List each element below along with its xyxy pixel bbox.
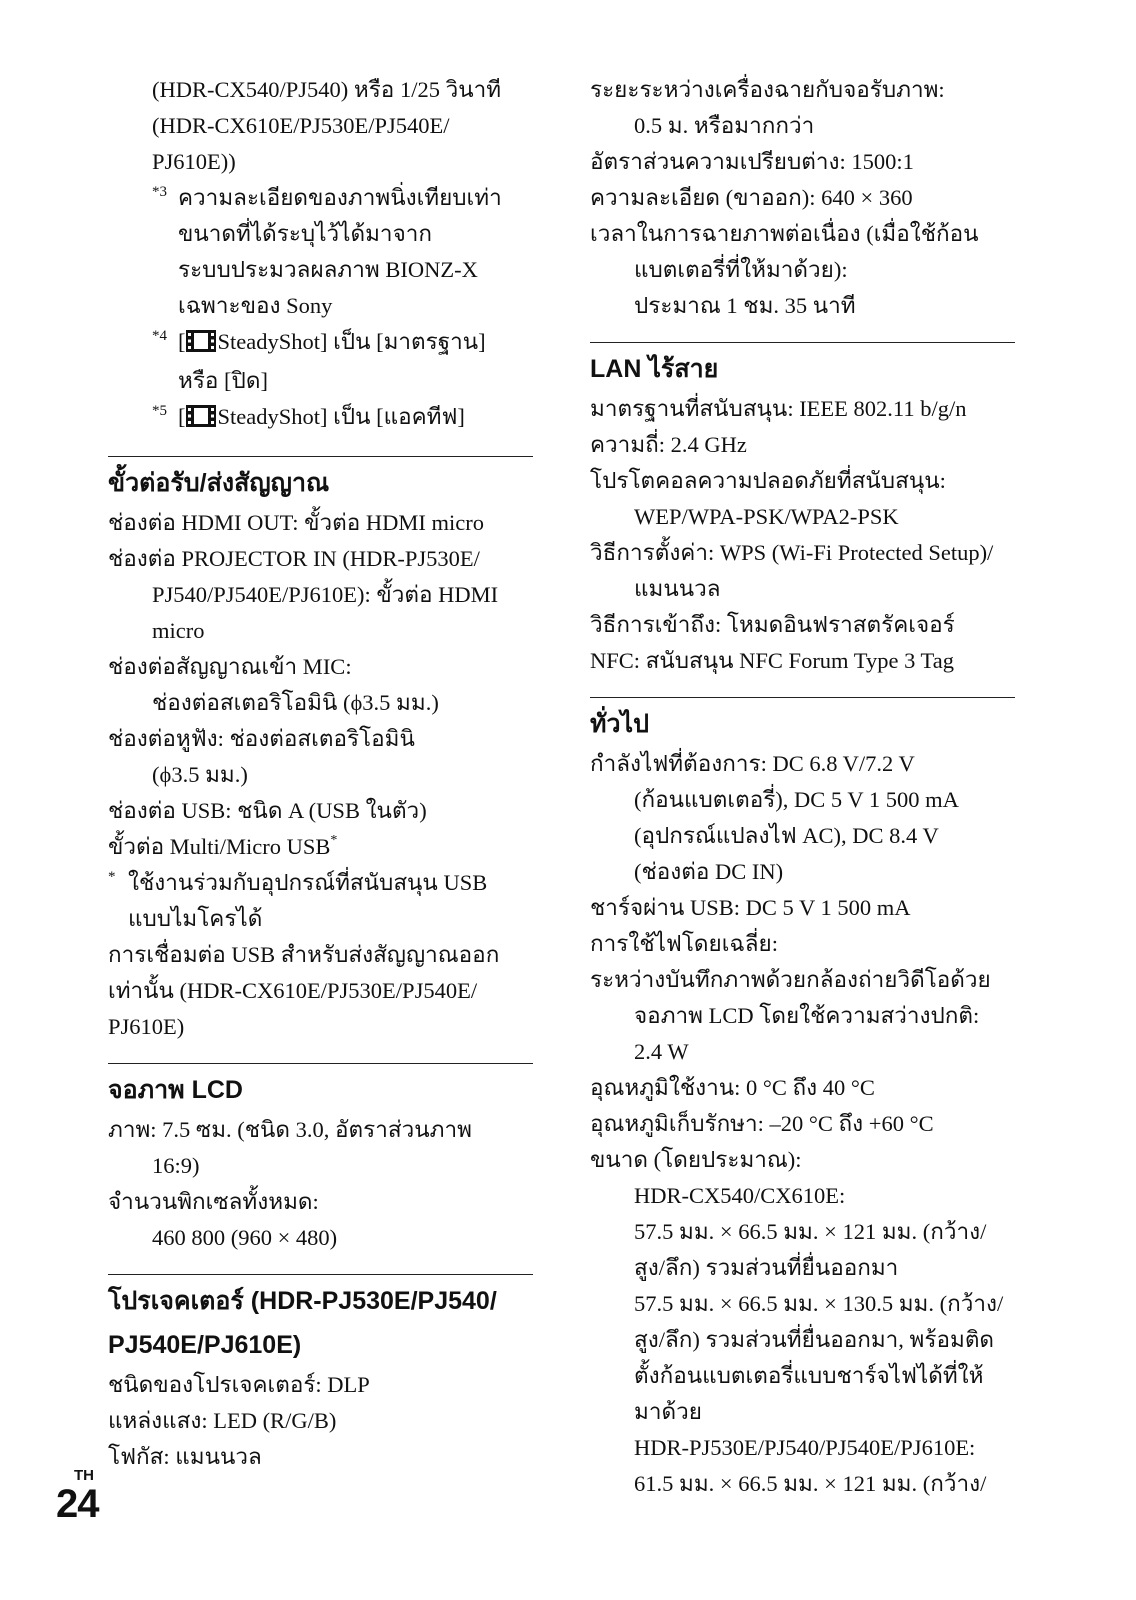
spec-line: ชาร์จผ่าน USB: DC 5 V 1 500 mA bbox=[590, 895, 911, 920]
spec-text: ขั้วต่อ Multi/Micro USB bbox=[108, 834, 331, 859]
spec-line: 2.4 W bbox=[634, 1039, 689, 1064]
spec-line: ช่องต่อสเตอริโอมินิ (ϕ3.5 มม.) bbox=[152, 690, 439, 715]
spec-line: กำลังไฟที่ต้องการ: DC 6.8 V/7.2 V bbox=[590, 751, 915, 776]
spec-line: อุณหภูมิเก็บรักษา: –20 °C ถึง +60 °C bbox=[590, 1111, 934, 1136]
spec-line: อัตราส่วนความเปรียบต่าง: 1500:1 bbox=[590, 149, 914, 174]
spec-line: เท่านั้น (HDR-CX610E/PJ530E/PJ540E/ bbox=[108, 978, 478, 1003]
spec-line: 57.5 มม. × 66.5 มม. × 130.5 มม. (กว้าง/ bbox=[634, 1291, 1004, 1316]
spec-line: ความถี่: 2.4 GHz bbox=[590, 432, 747, 457]
footnote-mark: * bbox=[330, 833, 338, 848]
spec-line: WEP/WPA-PSK/WPA2-PSK bbox=[634, 504, 899, 529]
spec-line: ช่องต่อหูฟัง: ช่องต่อสเตอริโอมินิ bbox=[108, 726, 415, 751]
footnote-text: หรือ [ปิด] bbox=[178, 368, 268, 393]
section-heading-projector-cont: PJ540E/PJ610E) bbox=[108, 1331, 302, 1359]
right-column bbox=[590, 72, 1015, 1502]
spec-line: 0.5 ม. หรือมากกว่า bbox=[634, 113, 815, 138]
spec-line: อุณหภูมิใช้งาน: 0 °C ถึง 40 °C bbox=[590, 1075, 875, 1100]
footnote-mark: *3 bbox=[152, 184, 167, 200]
spec-line: (HDR-CX540/PJ540) หรือ 1/25 วินาที bbox=[152, 77, 502, 102]
spec-line: 57.5 มม. × 66.5 มม. × 121 มม. (กว้าง/ bbox=[634, 1219, 987, 1244]
spec-line: สูง/ลึก) รวมส่วนที่ยื่นออกมา bbox=[634, 1255, 899, 1280]
spec-line: การเชื่อมต่อ USB สำหรับส่งสัญญาณออก bbox=[108, 942, 500, 967]
spec-line: (HDR-CX610E/PJ530E/PJ540E/ bbox=[152, 113, 450, 138]
spec-line: วิธีการตั้งค่า: WPS (Wi-Fi Protected Setup)/ bbox=[590, 540, 994, 565]
spec-line: แหล่งแสง: LED (R/G/B) bbox=[108, 1408, 337, 1433]
footnote-4 bbox=[108, 324, 533, 399]
footnote-usb bbox=[108, 865, 533, 901]
spec-line: โปรโตคอลความปลอดภัยที่สนับสนุน: bbox=[590, 468, 946, 493]
section-divider bbox=[108, 1274, 533, 1275]
spec-line: ประมาณ 1 ชม. 35 นาที bbox=[634, 293, 856, 318]
spec-line: ภาพ: 7.5 ซม. (ชนิด 3.0, อัตราส่วนภาพ bbox=[108, 1117, 472, 1142]
spec-line: 460 800 (960 × 480) bbox=[152, 1225, 338, 1250]
footnote-text: ใช้งานร่วมกับอุปกรณ์ที่สนับสนุน USB bbox=[128, 870, 488, 895]
left-column bbox=[108, 72, 533, 1475]
spec-line: ช่องต่อ PROJECTOR IN (HDR-PJ530E/ bbox=[108, 546, 480, 571]
spec-line: ช่องต่อสัญญาณเข้า MIC: bbox=[108, 654, 352, 679]
section-divider bbox=[590, 697, 1015, 698]
spec-line: ช่องต่อ HDMI OUT: ขั้วต่อ HDMI micro bbox=[108, 510, 485, 535]
spec-line: เวลาในการฉายภาพต่อเนื่อง (เมื่อใช้ก้อน bbox=[590, 221, 979, 246]
spec-line: 61.5 มม. × 66.5 มม. × 121 มม. (กว้าง/ bbox=[634, 1471, 987, 1496]
spec-line: (อุปกรณ์แปลงไฟ AC), DC 8.4 V bbox=[634, 823, 939, 848]
spec-line: แบตเตอรี่ที่ให้มาด้วย): bbox=[634, 257, 848, 282]
spec-line: จำนวนพิกเซลทั้งหมด: bbox=[108, 1189, 319, 1214]
spec-line: การใช้ไฟโดยเฉลี่ย: bbox=[590, 931, 778, 956]
footnote-mark: * bbox=[108, 869, 116, 885]
spec-line: (ϕ3.5 มม.) bbox=[152, 762, 248, 787]
spec-line: HDR-PJ530E/PJ540/PJ540E/PJ610E: bbox=[634, 1435, 976, 1460]
movie-film-icon bbox=[186, 327, 216, 363]
spec-line: มาตรฐานที่สนับสนุน: IEEE 802.11 b/g/n bbox=[590, 396, 967, 421]
spec-line: NFC: สนับสนุน NFC Forum Type 3 Tag bbox=[590, 648, 954, 673]
spec-line: (ก้อนแบตเตอรี่), DC 5 V 1 500 mA bbox=[634, 787, 959, 812]
section-heading-lcd: จอภาพ LCD bbox=[108, 1076, 243, 1104]
spec-line: แมนนวล bbox=[634, 576, 721, 601]
spec-line: PJ540/PJ540E/PJ610E): ขั้วต่อ HDMI bbox=[152, 582, 499, 607]
footnote-mark: *5 bbox=[152, 403, 167, 419]
footnote-text: เฉพาะของ Sony bbox=[178, 293, 333, 318]
section-heading-projector: โปรเจคเตอร์ (HDR-PJ530E/PJ540/ bbox=[108, 1287, 497, 1315]
footnote-text: SteadyShot] เป็น [แอคทีฟ] bbox=[217, 404, 465, 429]
page-language-label: TH bbox=[74, 1467, 94, 1484]
bracket-open: [ bbox=[178, 404, 186, 429]
spec-line: 16:9) bbox=[152, 1153, 200, 1178]
spec-line: สูง/ลึก) รวมส่วนที่ยื่นออกมา, พร้อมติด bbox=[634, 1327, 995, 1352]
footnote-text: SteadyShot] เป็น [มาตรฐาน] bbox=[217, 329, 486, 354]
footnote-usb-cont bbox=[108, 901, 533, 937]
section-heading-lan: LAN ไร้สาย bbox=[590, 355, 719, 383]
footnote-3 bbox=[108, 180, 533, 324]
spec-line: PJ610E) bbox=[108, 1014, 185, 1039]
spec-line: HDR-CX540/CX610E: bbox=[634, 1183, 846, 1208]
page-number: 24 bbox=[56, 1482, 99, 1526]
section-heading-io: ขั้วต่อรับ/ส่งสัญญาณ bbox=[108, 469, 330, 497]
spec-line: ช่องต่อ USB: ชนิด A (USB ในตัว) bbox=[108, 798, 427, 823]
spec-line: มาด้วย bbox=[634, 1399, 702, 1424]
footnote-text: ระบบประมวลผลภาพ BIONZ-X bbox=[178, 257, 478, 282]
spec-line: ชนิดของโปรเจคเตอร์: DLP bbox=[108, 1372, 370, 1397]
spec-line: ระหว่างบันทึกภาพด้วยกล้องถ่ายวิดีโอด้วย bbox=[590, 967, 991, 992]
spec-line: จอภาพ LCD โดยใช้ความสว่างปกติ: bbox=[634, 1003, 980, 1028]
footnote-mark: *4 bbox=[152, 328, 167, 344]
footnote-text: แบบไมโครได้ bbox=[128, 906, 263, 931]
spec-line: ขนาด (โดยประมาณ): bbox=[590, 1147, 802, 1172]
footnote-text: ความละเอียดของภาพนิ่งเทียบเท่า bbox=[178, 185, 502, 210]
spec-line: ระยะระหว่างเครื่องฉายกับจอรับภาพ: bbox=[590, 77, 945, 102]
bracket-open: [ bbox=[178, 329, 186, 354]
spec-line: ตั้งก้อนแบตเตอรี่แบบชาร์จไฟได้ที่ให้ bbox=[634, 1363, 984, 1388]
spec-line: PJ610E)) bbox=[152, 149, 236, 174]
section-divider bbox=[108, 456, 533, 457]
spec-line: โฟกัส: แมนนวล bbox=[108, 1444, 262, 1469]
section-divider bbox=[590, 342, 1015, 343]
spec-line bbox=[108, 829, 533, 865]
section-divider bbox=[108, 1063, 533, 1064]
spec-line: (ช่องต่อ DC IN) bbox=[634, 859, 784, 884]
movie-film-icon bbox=[186, 402, 216, 438]
spec-line: ความละเอียด (ขาออก): 640 × 360 bbox=[590, 185, 913, 210]
spec-line: micro bbox=[152, 618, 205, 643]
spec-line: วิธีการเข้าถึง: โหมดอินฟราสตรัคเจอร์ bbox=[590, 612, 955, 637]
footnote-5 bbox=[108, 399, 533, 438]
footnote-text: ขนาดที่ได้ระบุไว้ได้มาจาก bbox=[178, 221, 433, 246]
section-heading-general: ทั่วไป bbox=[590, 710, 649, 738]
